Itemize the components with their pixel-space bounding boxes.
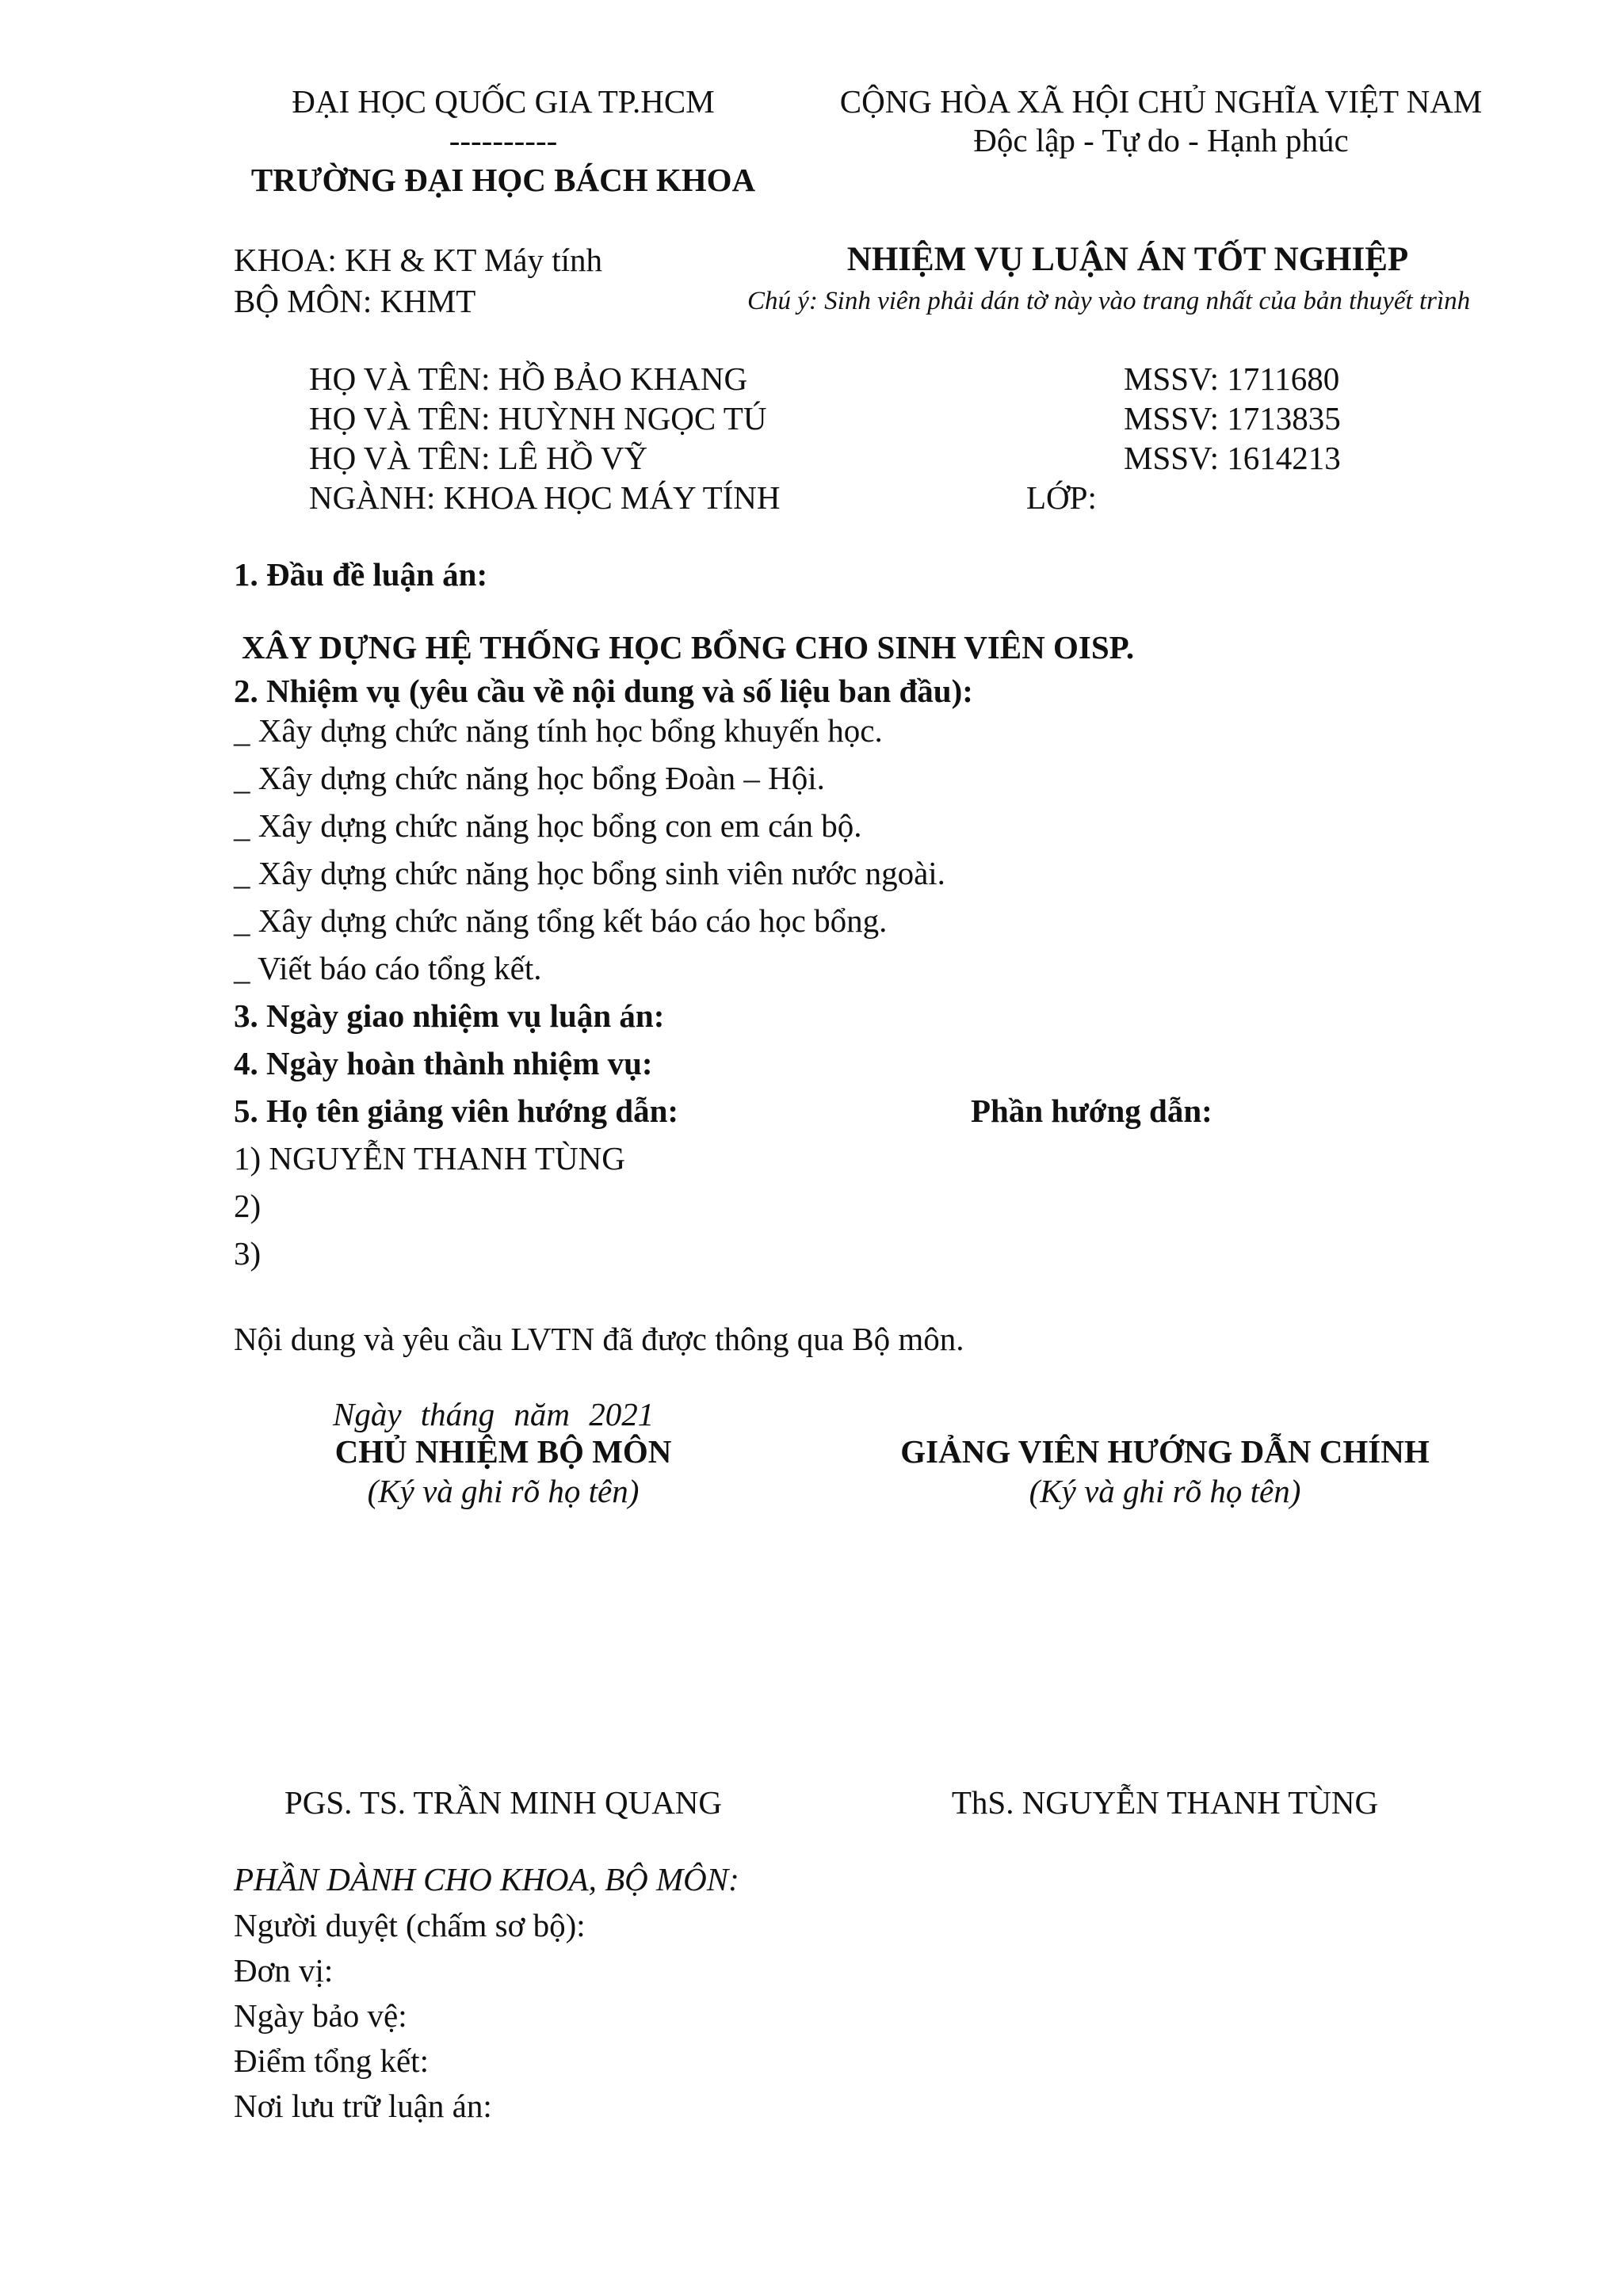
task-item: _ Viết báo cáo tổng kết. xyxy=(234,950,542,986)
advisor-item: 1) NGUYỄN THANH TÙNG xyxy=(234,1140,625,1177)
task-item: _ Xây dựng chức năng học bổng Đoàn – Hội. xyxy=(234,760,825,796)
footer-field: Ngày bảo vệ: xyxy=(234,1997,407,2034)
faculty-section-heading: PHẦN DÀNH CHO KHOA, BỘ MÔN: xyxy=(234,1861,739,1897)
signature-date: Ngày tháng năm 2021 xyxy=(333,1396,655,1432)
header-separator: ---------- xyxy=(449,122,558,158)
class-label: LỚP: xyxy=(1026,479,1097,516)
main-advisor-title: GIẢNG VIÊN HƯỚNG DẪN CHÍNH xyxy=(900,1433,1430,1470)
student-id: MSSV: 1713835 xyxy=(1124,400,1341,437)
task-item: _ Xây dựng chức năng học bổng con em cán bộ. xyxy=(234,807,862,844)
department-head-note: (Ký và ghi rõ họ tên) xyxy=(367,1473,640,1509)
footer-field: Đơn vị: xyxy=(234,1952,334,1989)
student-id: MSSV: 1711680 xyxy=(1124,360,1340,397)
approval-statement: Nội dung và yêu cầu LVTN đã được thông qua Bộ môn. xyxy=(234,1321,964,1357)
major-label: NGÀNH: KHOA HỌC MÁY TÍNH xyxy=(309,479,781,516)
document-title: NHIỆM VỤ LUẬN ÁN TỐT NGHIỆP xyxy=(846,241,1409,278)
thesis-topic: XÂY DỰNG HỆ THỐNG HỌC BỔNG CHO SINH VIÊN OISP. xyxy=(242,629,1135,666)
title-note: Chú ý: Sinh viên phải dán tờ này vào trang nhất của bản thuyết trình xyxy=(747,287,1471,315)
task-item: _ Xây dựng chức năng học bổng sinh viên nước ngoài. xyxy=(234,855,945,891)
department-head-name: PGS. TS. TRẦN MINH QUANG xyxy=(284,1784,723,1821)
advisor-item: 3) xyxy=(234,1235,262,1272)
main-advisor-name: ThS. NGUYỄN THANH TÙNG xyxy=(951,1784,1379,1821)
section-2-heading: 2. Nhiệm vụ (yêu cầu về nội dung và số liệu ban đầu): xyxy=(234,673,973,709)
school-name: TRƯỜNG ĐẠI HỌC BÁCH KHOA xyxy=(250,162,756,198)
section-1-heading: 1. Đầu đề luận án: xyxy=(234,556,488,593)
student-name: HỌ VÀ TÊN: HUỲNH NGỌC TÚ xyxy=(309,400,767,437)
department-head-title: CHỦ NHIỆM BỘ MÔN xyxy=(334,1433,672,1470)
student-name: HỌ VÀ TÊN: LÊ HỒ VỸ xyxy=(309,440,648,476)
university-name: ĐẠI HỌC QUỐC GIA TP.HCM xyxy=(292,83,715,120)
task-item: _ Xây dựng chức năng tính học bổng khuyến học. xyxy=(234,712,883,749)
section-4-heading: 4. Ngày hoàn thành nhiệm vụ: xyxy=(234,1045,653,1081)
footer-field: Nơi lưu trữ luận án: xyxy=(234,2088,492,2124)
student-id: MSSV: 1614213 xyxy=(1124,440,1341,476)
guidance-part-heading: Phần hướng dẫn: xyxy=(971,1093,1212,1129)
advisor-item: 2) xyxy=(234,1188,262,1224)
task-item: _ Xây dựng chức năng tổng kết báo cáo học bổng. xyxy=(234,902,888,939)
department-label: BỘ MÔN: KHMT xyxy=(234,283,476,319)
main-advisor-note: (Ký và ghi rõ họ tên) xyxy=(1029,1473,1301,1509)
student-name: HỌ VÀ TÊN: HỒ BẢO KHANG xyxy=(309,360,748,397)
national-motto: Độc lập - Tự do - Hạnh phúc xyxy=(973,122,1349,158)
section-5-heading: 5. Họ tên giảng viên hướng dẫn: xyxy=(234,1093,679,1129)
section-3-heading: 3. Ngày giao nhiệm vụ luận án: xyxy=(234,997,665,1034)
country-name: CỘNG HÒA XÃ HỘI CHỦ NGHĨA VIỆT NAM xyxy=(839,83,1483,120)
footer-field: Người duyệt (chấm sơ bộ): xyxy=(234,1907,586,1943)
footer-field: Điểm tổng kết: xyxy=(234,2042,429,2079)
faculty-label: KHOA: KH & KT Máy tính xyxy=(234,242,603,278)
